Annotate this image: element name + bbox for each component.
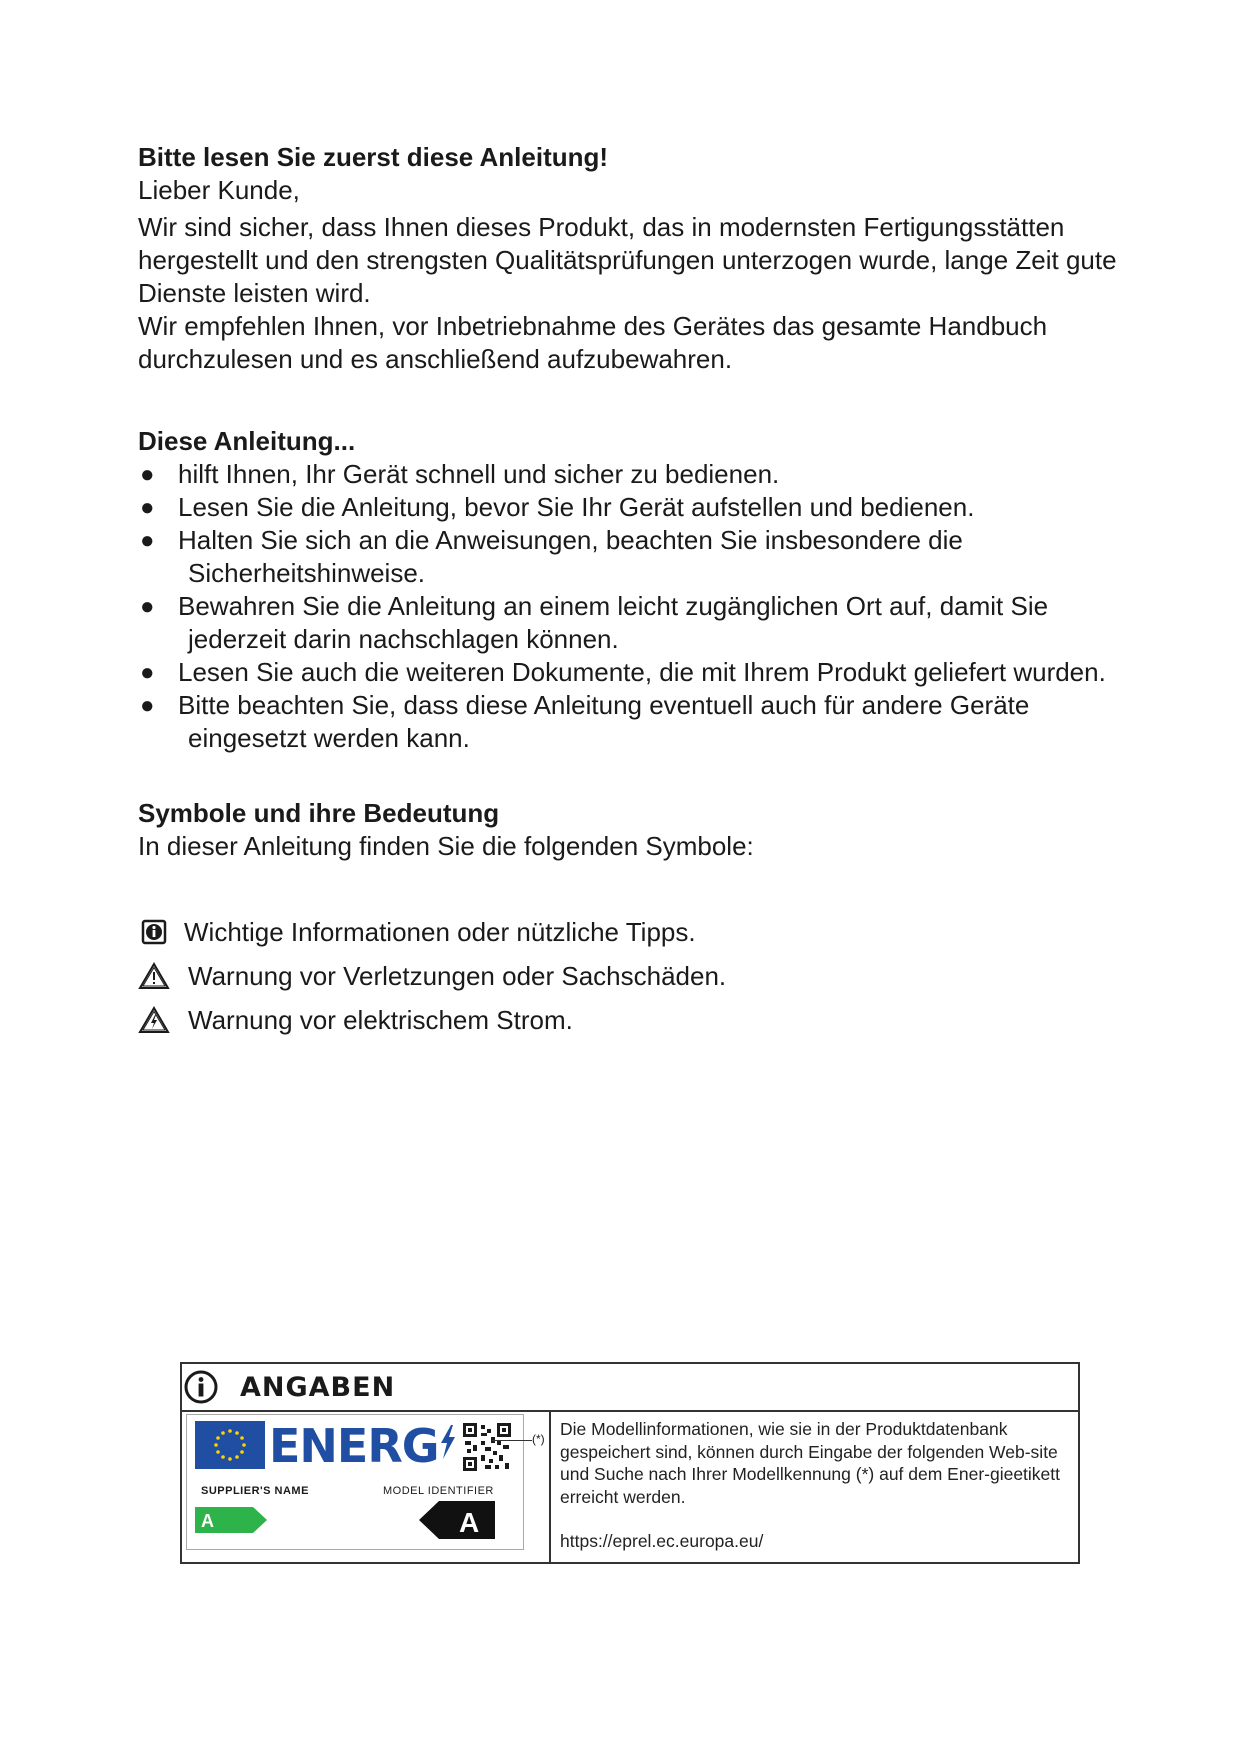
info-box-divider [549,1410,551,1562]
energy-scale-arrow [195,1507,267,1538]
energy-label-title: ENERG [269,1419,457,1473]
eprel-link[interactable]: https://eprel.ec.europa.eu/ [560,1531,764,1551]
symbol-row-electric [138,998,1118,1042]
list-item: ● Bewahren Sie die Anleitung an einem leicht zugänglichen Ort auf, damit Sie jederzeit darin nachschlagen können. [140,591,1049,654]
list-item: ● Lesen Sie auch die weiteren Dokumente, die mit Ihrem Produkt geliefert wurden. [140,657,1106,687]
symbol-row-warning [138,954,1118,998]
symbol-text: Warnung vor elektrischem Strom. [188,1004,573,1035]
product-info-box [180,1362,1080,1564]
info-box-text [560,1418,1060,1553]
list-item: ● Halten Sie sich an die Anweisungen, beachten Sie insbesondere die Sicherheitshinweise. [140,525,963,588]
info-box-title: ANGABEN [240,1372,396,1403]
lightning-icon [439,1425,457,1459]
symbol-text: Warnung vor Verletzungen oder Sachschäden. [188,960,727,991]
intro-paragraph-2: Wir empfehlen Ihnen, vor Inbetriebnahme des Gerätes das gesamte Handbuch durchzulesen und es anschließend aufzubewahren. [138,311,1048,374]
symbols-section [138,796,1118,863]
warning-icon [138,960,170,992]
intro-section [138,140,1118,376]
intro-paragraph-1: Wir sind sicher, dass Ihnen dieses Produkt, das in modernsten Fertigungsstätten hergestellt und den strengsten Qualitätsprüfungen unterzogen wurde, lange Zeit gute Dienste leisten wird. [138,212,1117,308]
electric-warning-icon [138,1004,170,1036]
model-identifier: MODEL IDENTIFIER [383,1485,494,1497]
manual-section [138,424,1118,755]
arrow-line [492,1440,532,1441]
energy-class-letter: A [459,1507,480,1538]
info-icon [138,916,170,948]
energy-scale-letter: A [201,1511,214,1531]
manual-bullet-list [138,458,1118,755]
list-item: ● Bitte beachten Sie, dass diese Anleitung eventuell auch für andere Geräte eingesetzt werden kann. [140,690,1030,753]
intro-heading: Bitte lesen Sie zuerst diese Anleitung! [138,142,609,172]
list-item: ● hilft Ihnen, Ihr Gerät schnell und sicher zu bedienen. [140,459,780,489]
greeting: Lieber Kunde, [138,175,300,205]
energy-label [186,1414,524,1550]
qr-code-icon [463,1423,511,1471]
model-note-marker: (*) [532,1432,545,1446]
manual-heading: Diese Anleitung... [138,426,356,456]
symbol-text: Wichtige Informationen oder nützliche Tipps. [184,916,696,947]
symbols-intro: In dieser Anleitung finden Sie die folgenden Symbole: [138,831,754,861]
info-box-description: Die Modellinformationen, wie sie in der Produktdatenbank gespeichert sind, können durch Eingabe der folgenden Web-site und Suche nach Ihrer Modellkennung (*) auf dem Ener-gieetikett erreicht werden. [560,1419,1061,1507]
info-icon [184,1370,218,1409]
list-item: ● Lesen Sie die Anleitung, bevor Sie Ihr Gerät aufstellen und bedienen. [140,492,975,522]
symbol-row-info [138,910,1118,954]
symbols-list [138,910,1118,1042]
supplier-name: SUPPLIER'S NAME [201,1485,309,1497]
symbols-heading: Symbole und ihre Bedeutung [138,798,500,828]
energy-class-indicator [419,1501,495,1544]
info-box-header [182,1364,1078,1412]
eu-flag-icon [195,1421,265,1469]
